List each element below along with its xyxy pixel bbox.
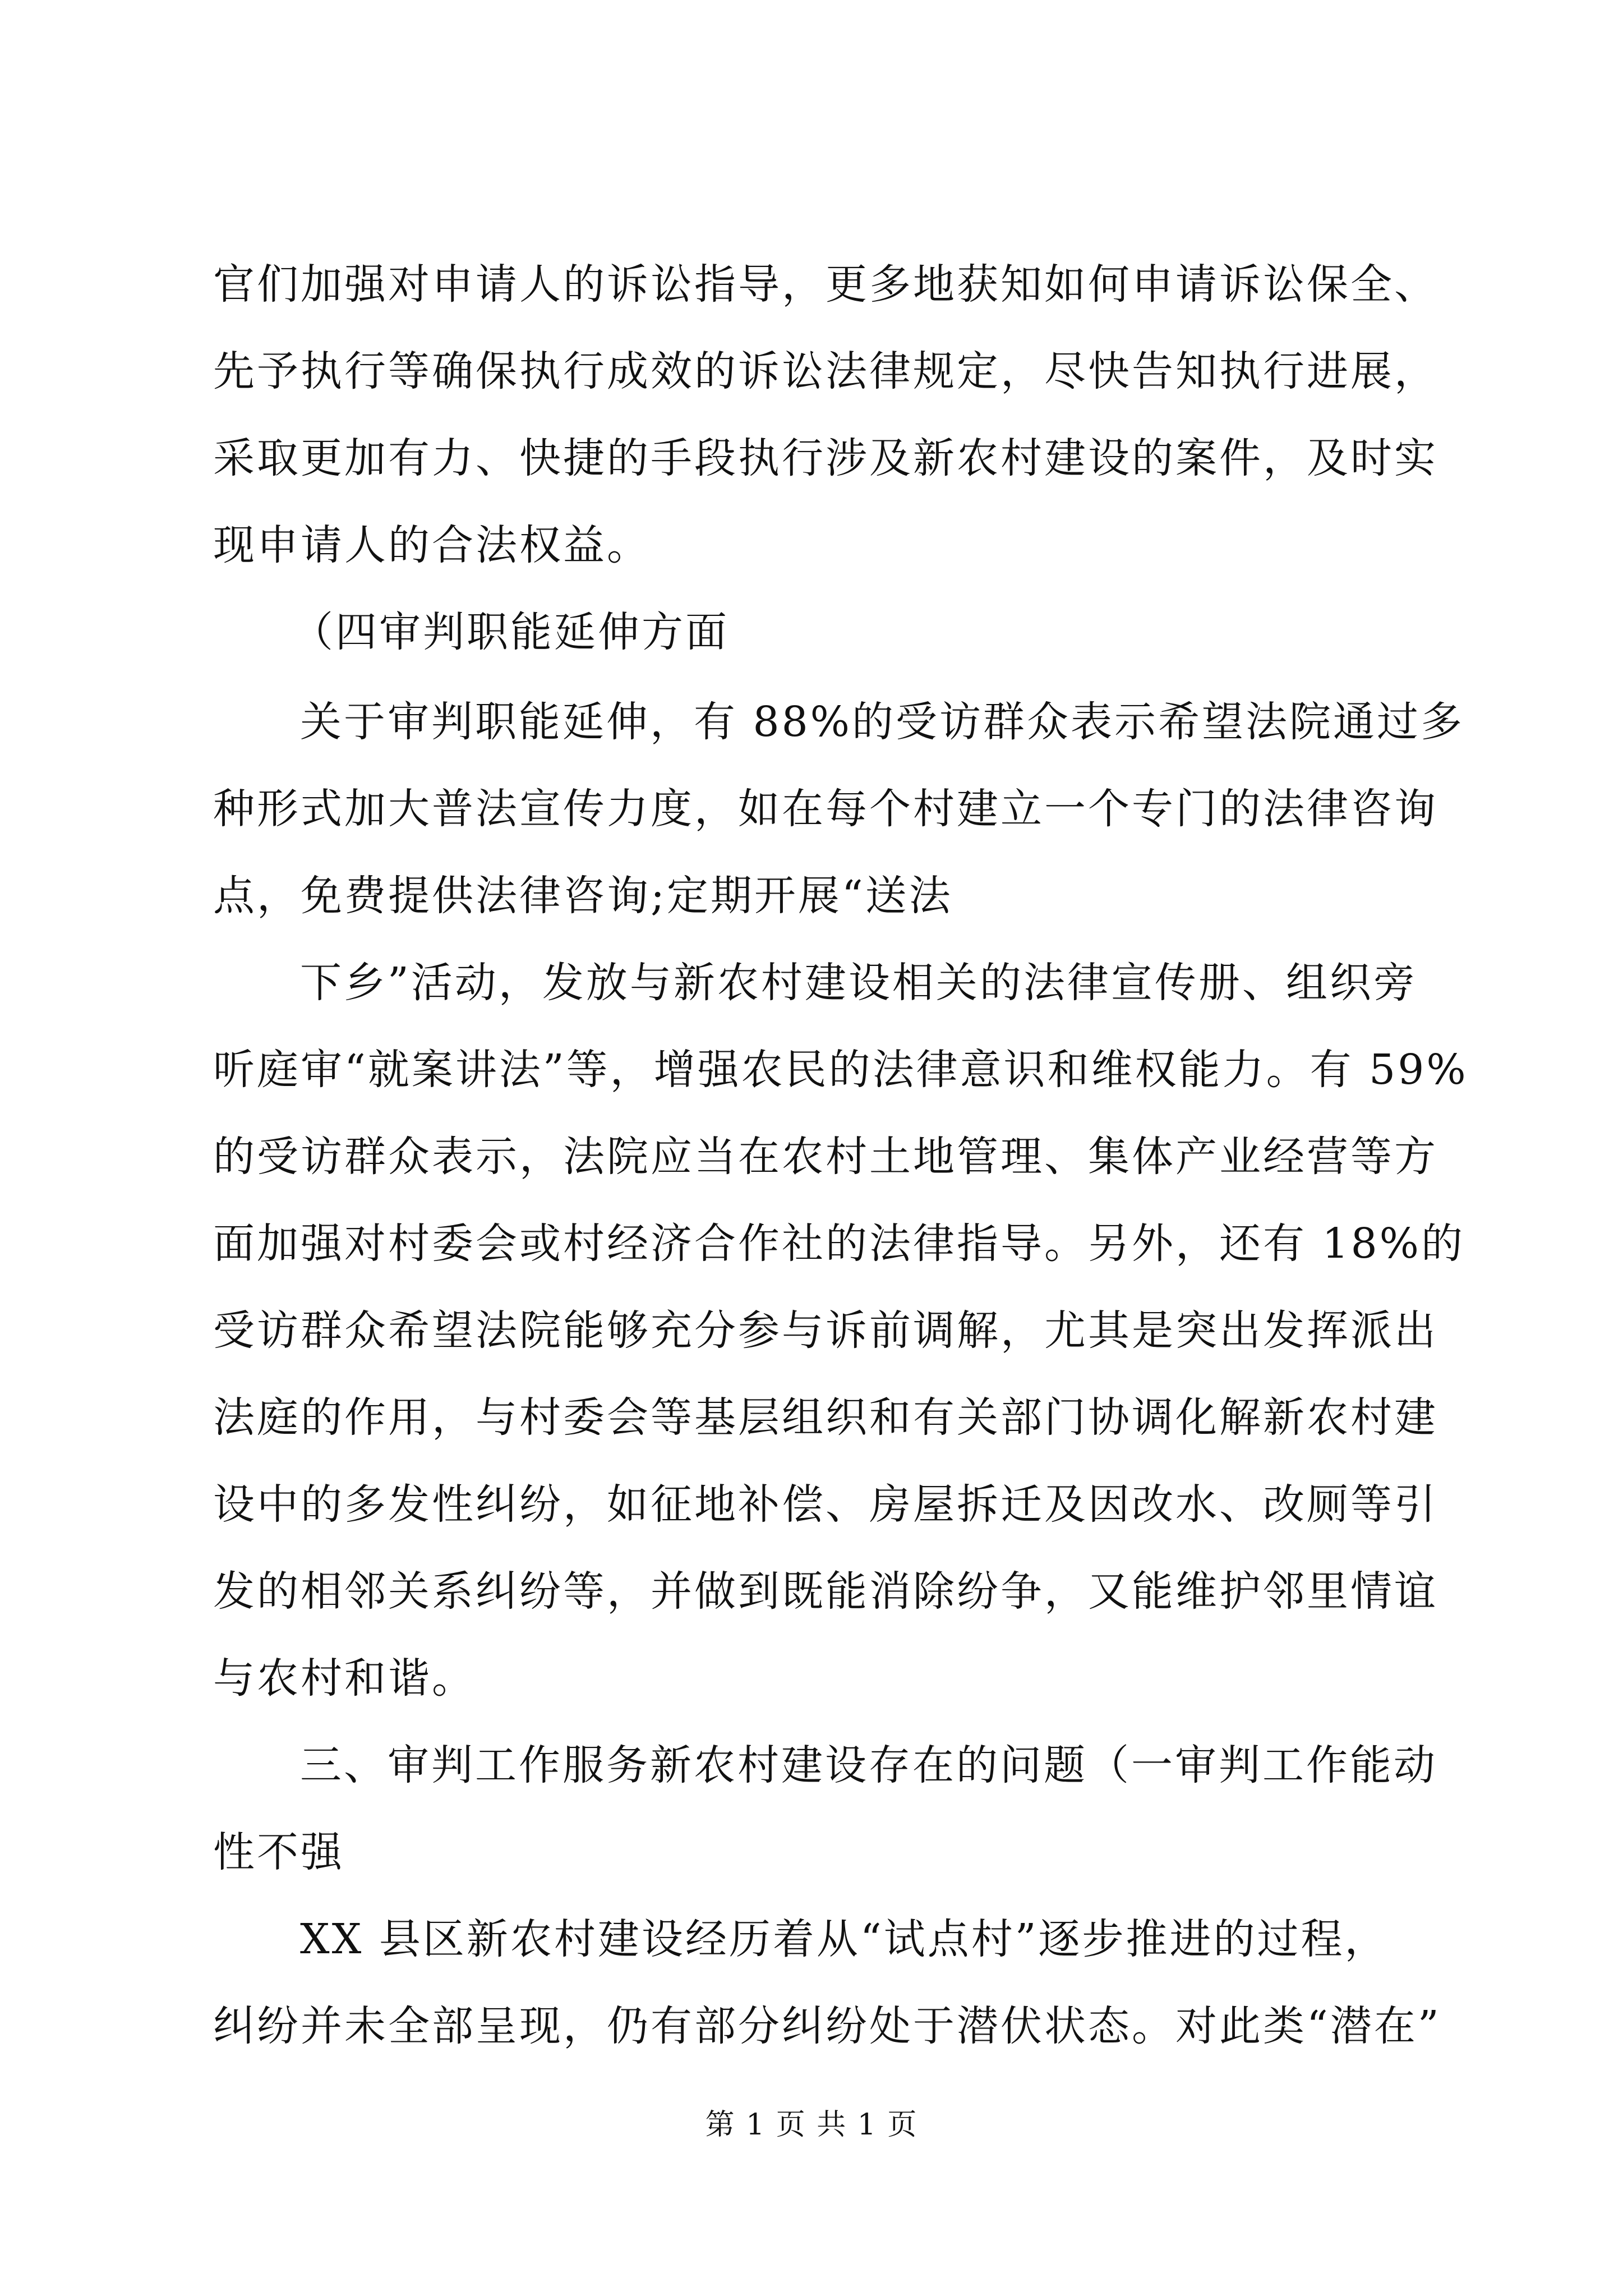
text-line: 现申请人的合法权益。 (213, 521, 651, 569)
section-heading: 三、审判工作服务新农村建设存在的问题（一审判工作能动 (300, 1741, 1437, 1789)
section-heading: （四审判职能延伸方面 (292, 608, 729, 656)
text-line: 下乡”活动，发放与新农村建设相关的法律宣传册、组织旁 (300, 959, 1417, 1007)
section-heading: 性不强 (213, 1828, 344, 1876)
text-line: 发的相邻关系纠纷等，并做到既能消除纷争，又能维护邻里情谊 (213, 1567, 1438, 1616)
text-line: 纠纷并未全部呈现，仍有部分纠纷处于潜伏状态。对此类“潜在” (213, 2002, 1441, 2050)
text-line: 与农村和谐。 (213, 1654, 476, 1703)
text-line: 法庭的作用，与村委会等基层组织和有关部门协调化解新农村建 (213, 1393, 1438, 1442)
text-line: 采取更加有力、快捷的手段执行涉及新农村建设的案件，及时实 (213, 434, 1438, 482)
text-line: 听庭审“就案讲法”等，增强农民的法律意识和维权能力。有 59% (213, 1046, 1468, 1094)
text-line: 先予执行等确保执行成效的诉讼法律规定，尽快告知执行进展， (213, 347, 1438, 395)
text-line: 官们加强对申请人的诉讼指导，更多地获知如何申请诉讼保全、 (213, 260, 1438, 309)
text-line: 种形式加大普法宣传力度，如在每个村建立一个专门的法律咨询 (213, 785, 1438, 833)
text-line: 面加强对村委会或村经济合作社的法律指导。另外，还有 18%的 (213, 1220, 1465, 1268)
text-line: 设中的多发性纠纷，如征地补偿、房屋拆迁及因改水、改厕等引 (213, 1480, 1438, 1529)
page-number: 第 1 页 共 1 页 (705, 2108, 918, 2142)
text-line: 的受访群众表示，法院应当在农村土地管理、集体产业经营等方 (213, 1133, 1438, 1181)
text-line: 关于审判职能延伸，有 88%的受访群众表示希望法院通过多 (300, 698, 1464, 746)
text-line: 点，免费提供法律咨询;定期开展“送法 (213, 872, 953, 920)
text-line: XX 县区新农村建设经历着从“试点村”逐步推进的过程， (300, 1915, 1389, 1963)
text-line: 受访群众希望法院能够充分参与诉前调解，尤其是突出发挥派出 (213, 1306, 1438, 1355)
